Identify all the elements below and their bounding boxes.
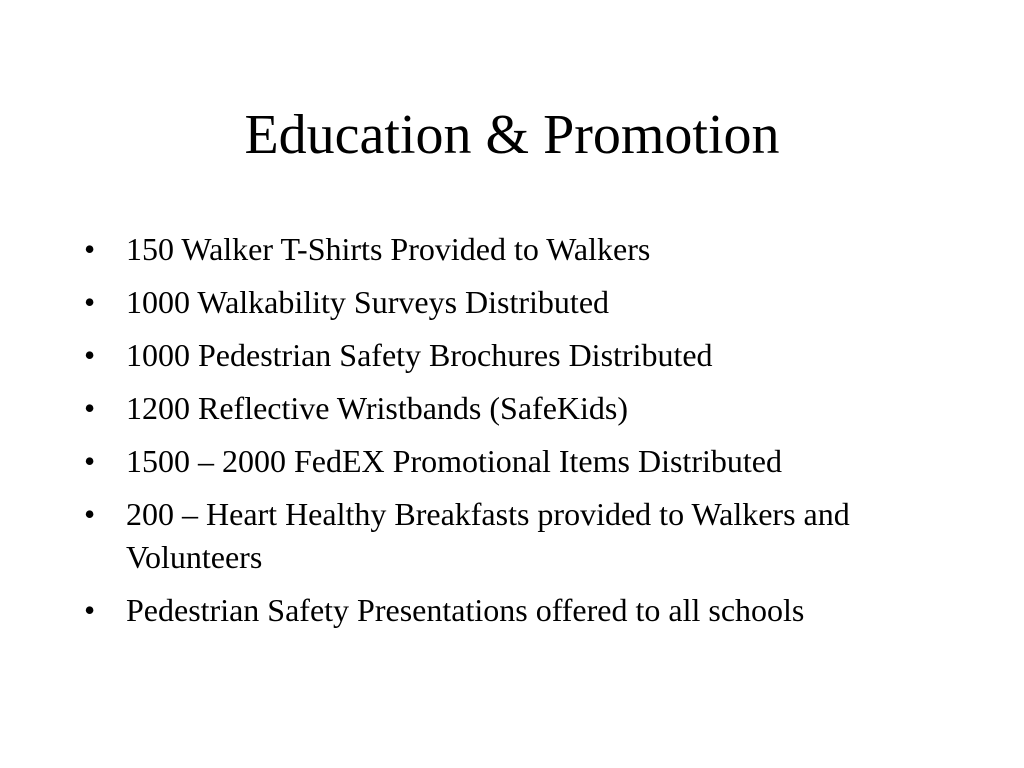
- bullet-text: 200 – Heart Healthy Breakfasts provided to Walkers and Volunteers: [126, 496, 850, 575]
- list-item: [84, 493, 884, 579]
- bullet-icon: •: [84, 443, 96, 479]
- list-item: [84, 228, 884, 271]
- list-item: [84, 334, 884, 377]
- bullet-text: 1500 – 2000 FedEX Promotional Items Distributed: [126, 443, 782, 479]
- bullet-text: 150 Walker T-Shirts Provided to Walkers: [126, 231, 651, 267]
- bullet-text: 1000 Pedestrian Safety Brochures Distributed: [126, 337, 713, 373]
- list-item: [84, 387, 884, 430]
- bullet-list: [84, 228, 884, 642]
- slide-title: Education & Promotion: [244, 104, 780, 166]
- list-item: [84, 281, 884, 324]
- bullet-icon: •: [84, 337, 96, 373]
- bullet-icon: •: [84, 231, 96, 267]
- bullet-text: Pedestrian Safety Presentations offered to all schools: [126, 592, 805, 628]
- bullet-text: 1000 Walkability Surveys Distributed: [126, 284, 610, 320]
- bullet-icon: •: [84, 284, 96, 320]
- bullet-icon: •: [84, 496, 96, 532]
- bullet-icon: •: [84, 390, 96, 426]
- bullet-text: 1200 Reflective Wristbands (SafeKids): [126, 390, 628, 426]
- bullet-icon: •: [84, 592, 96, 628]
- list-item: [84, 440, 884, 483]
- list-item: [84, 589, 884, 632]
